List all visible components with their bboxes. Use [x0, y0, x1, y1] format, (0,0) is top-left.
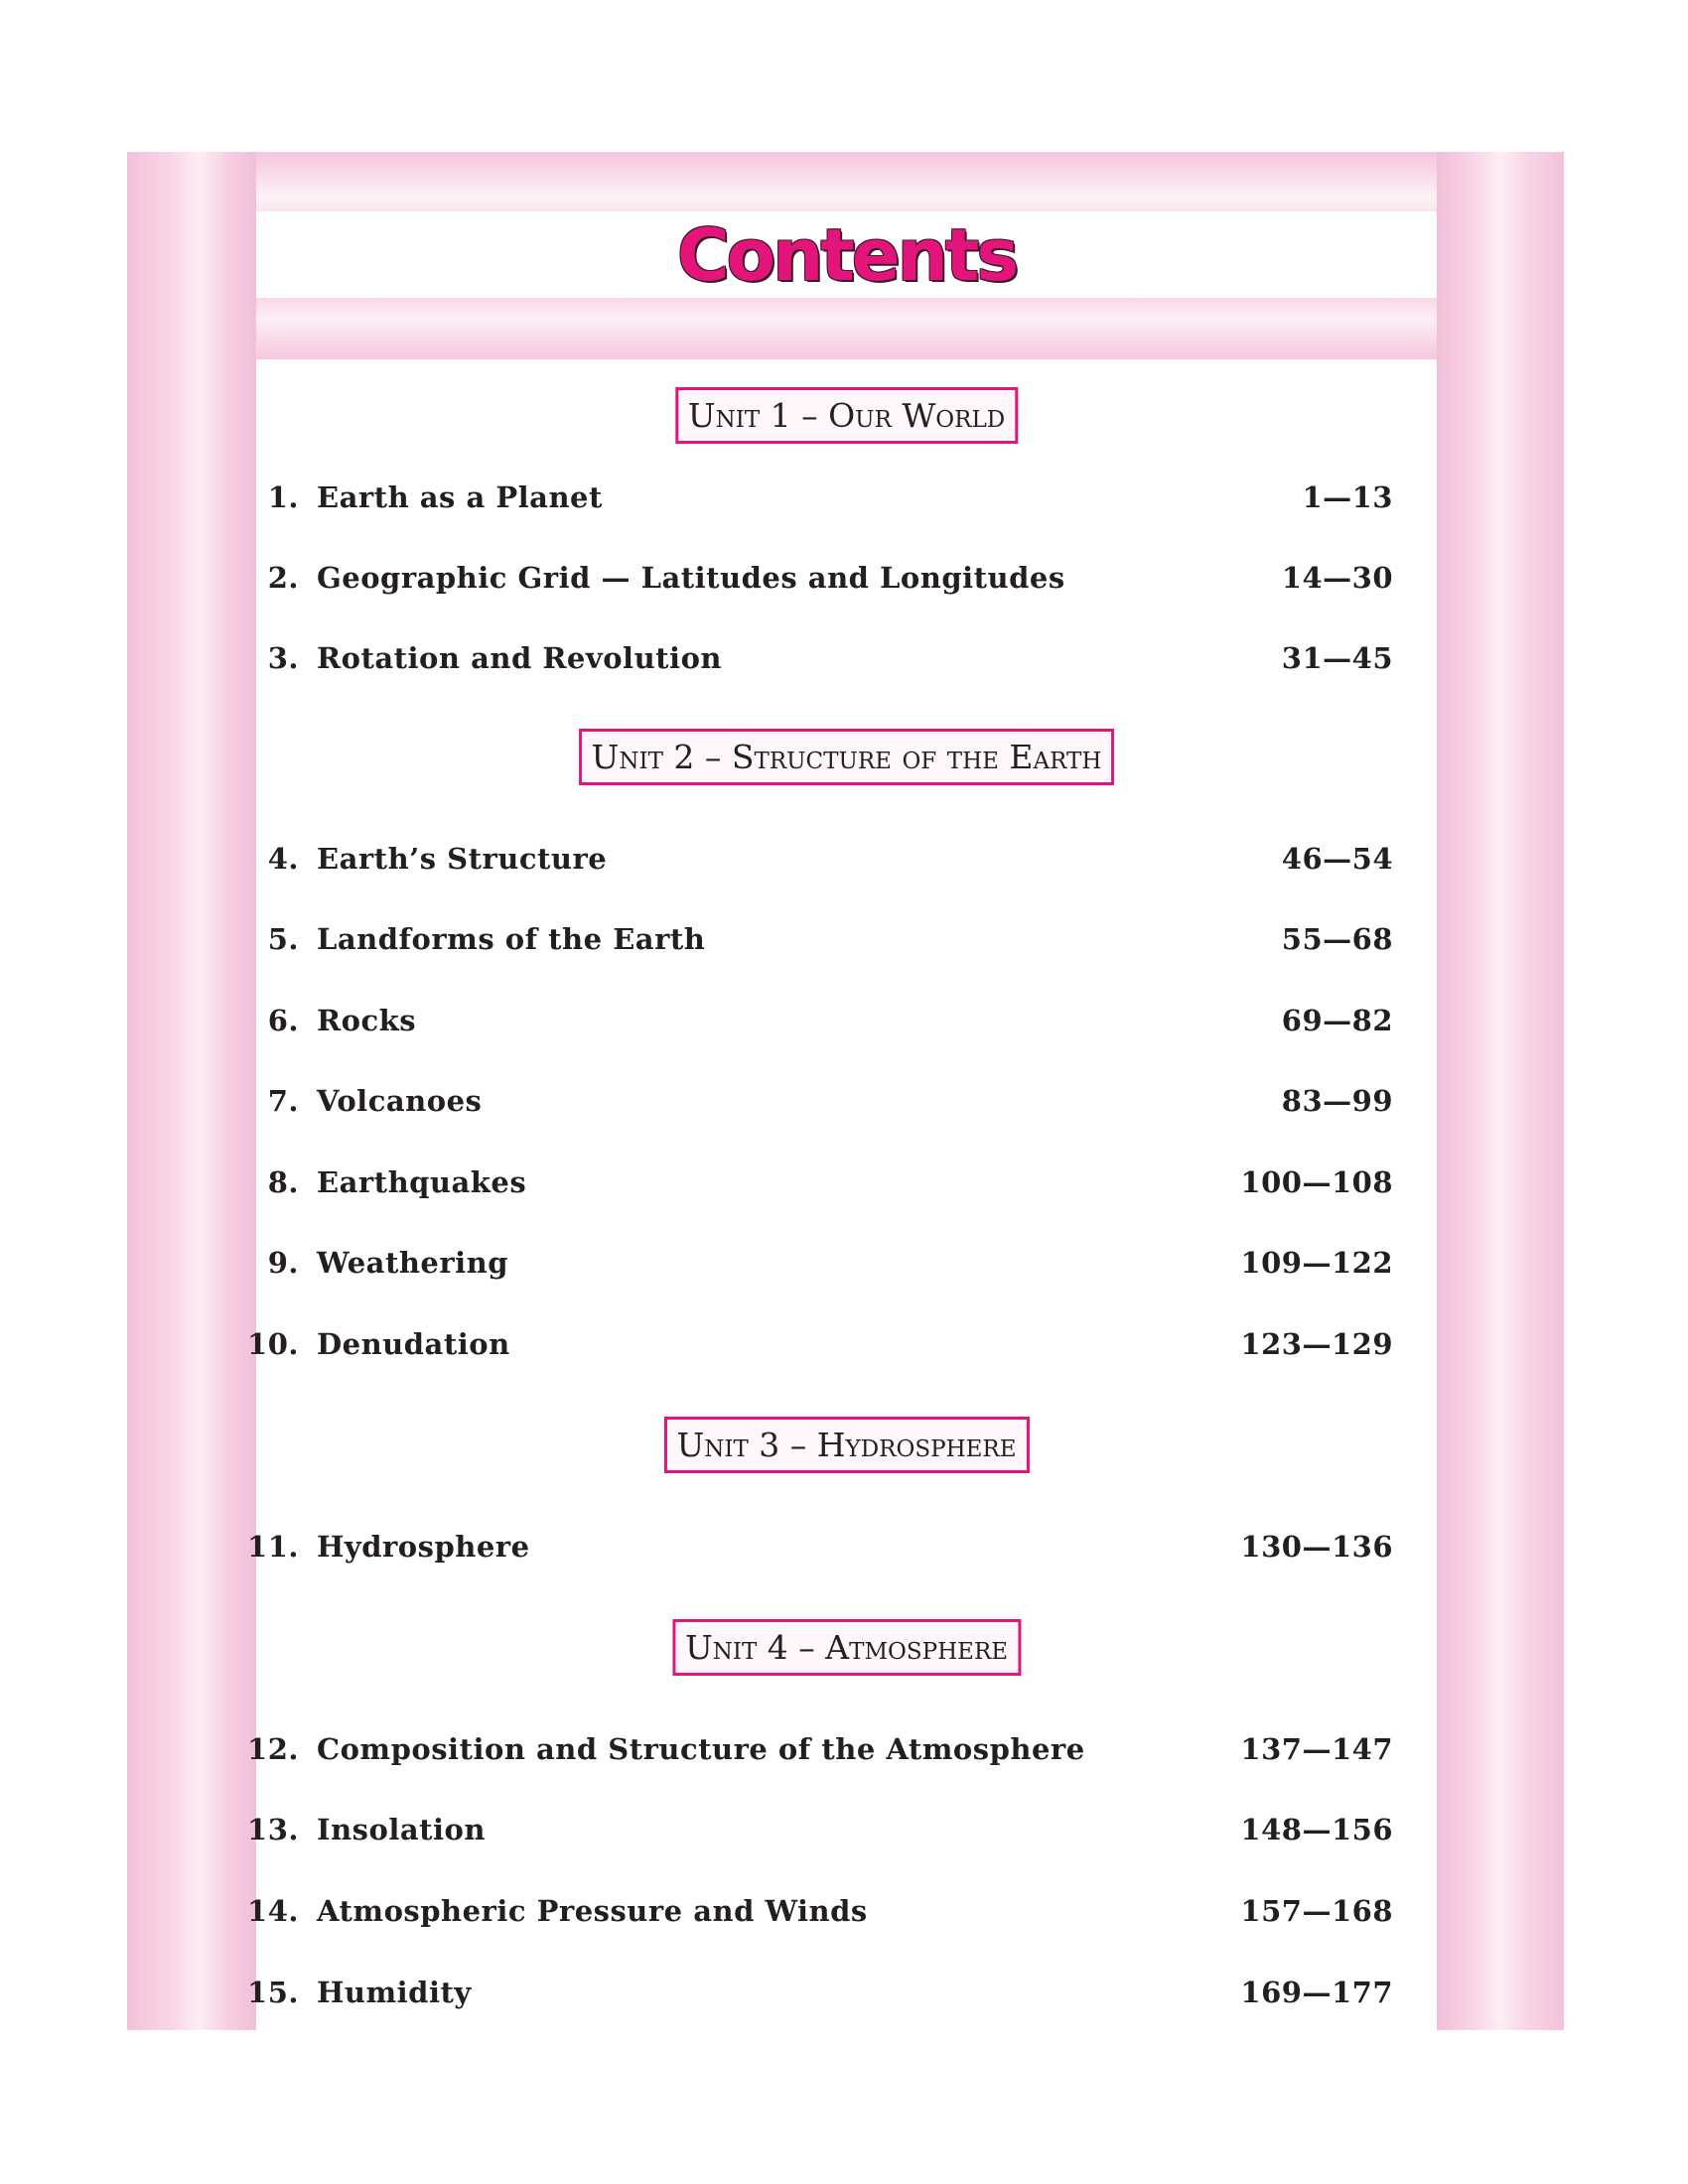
- chapter-title: Geographic Grid — Latitudes and Longitudes: [317, 561, 1065, 595]
- chapter-number: 12.: [247, 1732, 299, 1766]
- toc-entry[interactable]: [247, 1813, 1393, 1856]
- chapter-number: 3.: [267, 641, 299, 675]
- chapter-pages: 1—13: [1302, 480, 1393, 514]
- chapter-pages: 31—45: [1281, 641, 1393, 675]
- chapter-pages: 83—99: [1281, 1084, 1393, 1118]
- chapter-number: 13.: [247, 1813, 299, 1846]
- unit-4-heading: Unit 4 – Atmosphere: [672, 1619, 1021, 1676]
- chapter-pages: 157—168: [1240, 1894, 1393, 1928]
- chapter-title: Insolation: [317, 1813, 486, 1846]
- chapter-title: Denudation: [317, 1327, 510, 1361]
- chapter-number: 2.: [267, 561, 299, 595]
- chapter-number: 9.: [267, 1246, 299, 1280]
- chapter-number: 4.: [267, 842, 299, 876]
- chapter-pages: 46—54: [1281, 842, 1393, 876]
- toc-entry[interactable]: [256, 1165, 1393, 1209]
- chapter-number: 7.: [267, 1084, 299, 1118]
- frame-beam-top: [256, 152, 1437, 211]
- contents-panel: [247, 359, 1437, 2030]
- chapter-pages: 148—156: [1240, 1813, 1393, 1846]
- toc-entry[interactable]: [256, 842, 1393, 886]
- chapter-title: Composition and Structure of the Atmosphere: [317, 1732, 1085, 1766]
- chapter-number: 1.: [267, 480, 299, 514]
- chapter-title: Humidity: [317, 1976, 472, 2009]
- chapter-pages: 123—129: [1240, 1327, 1393, 1361]
- chapter-number: 8.: [267, 1165, 299, 1199]
- toc-entry[interactable]: [247, 1976, 1393, 2019]
- chapter-title: Earthquakes: [317, 1165, 527, 1199]
- chapter-number: 15.: [247, 1976, 299, 2009]
- chapter-title: Earth’s Structure: [317, 842, 608, 876]
- chapter-title: Hydrosphere: [317, 1530, 530, 1564]
- toc-entry[interactable]: [247, 1530, 1393, 1573]
- chapter-pages: 69—82: [1281, 1004, 1393, 1037]
- toc-entry[interactable]: [256, 1004, 1393, 1047]
- unit-1-heading: Unit 1 – Our World: [675, 387, 1018, 444]
- chapter-title: Landforms of the Earth: [317, 922, 706, 956]
- chapter-pages: 14—30: [1281, 561, 1393, 595]
- toc-entry[interactable]: [256, 922, 1393, 966]
- frame-pillar-right: [1437, 152, 1564, 2030]
- chapter-pages: 130—136: [1240, 1530, 1393, 1564]
- chapter-pages: 100—108: [1240, 1165, 1393, 1199]
- unit-2-heading: Unit 2 – Structure of the Earth: [579, 729, 1115, 785]
- chapter-pages: 55—68: [1281, 922, 1393, 956]
- chapter-title: Rotation and Revolution: [317, 641, 722, 675]
- chapter-number: 11.: [247, 1530, 299, 1564]
- unit-3-heading: Unit 3 – Hydrosphere: [663, 1417, 1029, 1473]
- chapter-pages: 137—147: [1240, 1732, 1393, 1766]
- chapter-title: Atmospheric Pressure and Winds: [317, 1894, 868, 1928]
- toc-entry[interactable]: [256, 1246, 1393, 1290]
- chapter-title: Weathering: [317, 1246, 509, 1280]
- title-band: [256, 211, 1437, 298]
- toc-entry[interactable]: [247, 1327, 1393, 1371]
- chapter-pages: 109—122: [1240, 1246, 1393, 1280]
- chapter-number: 6.: [267, 1004, 299, 1037]
- toc-entry[interactable]: [256, 561, 1393, 605]
- chapter-pages: 169—177: [1240, 1976, 1393, 2009]
- toc-entry[interactable]: [256, 480, 1393, 524]
- chapter-number: 5.: [267, 922, 299, 956]
- frame-pillar-left: [127, 152, 256, 2030]
- chapter-title: Rocks: [317, 1004, 417, 1037]
- toc-entry[interactable]: [247, 1732, 1393, 1776]
- page-title: Contents: [676, 212, 1017, 297]
- chapter-title: Earth as a Planet: [317, 480, 603, 514]
- toc-entry[interactable]: [256, 1084, 1393, 1128]
- chapter-number: 14.: [247, 1894, 299, 1928]
- toc-entry[interactable]: [247, 1894, 1393, 1938]
- chapter-title: Volcanoes: [317, 1084, 483, 1118]
- toc-entry[interactable]: [256, 641, 1393, 685]
- frame-beam-middle: [256, 298, 1437, 359]
- chapter-number: 10.: [247, 1327, 299, 1361]
